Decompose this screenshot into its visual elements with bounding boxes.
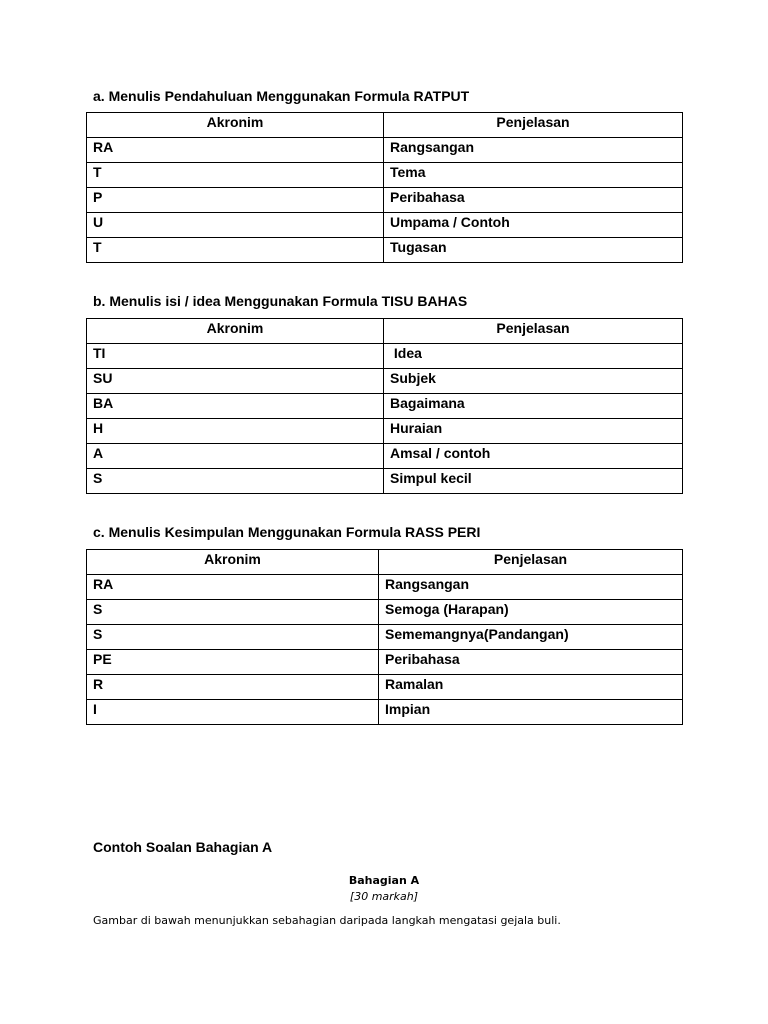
acronym-cell: RA xyxy=(87,575,379,600)
part-title: Bahagian A xyxy=(348,874,420,887)
explanation-cell: Bagaimana xyxy=(384,394,683,419)
table-row xyxy=(87,163,683,188)
table-row xyxy=(87,600,683,625)
table-header-row xyxy=(87,113,683,138)
section-c-heading: c. Menulis Kesimpulan Menggunakan Formula RASS PERI xyxy=(93,524,481,540)
explanation-cell: Peribahasa xyxy=(379,650,683,675)
acronym-cell: R xyxy=(87,675,379,700)
table-row xyxy=(87,188,683,213)
table-header-row xyxy=(87,319,683,344)
acronym-cell: PE xyxy=(87,650,379,675)
acronym-cell: SU xyxy=(87,369,384,394)
acronym-cell: U xyxy=(87,213,384,238)
ratput-table xyxy=(86,112,683,263)
explanation-cell: Subjek xyxy=(384,369,683,394)
header-acronym: Akronim xyxy=(87,113,384,138)
table-row xyxy=(87,394,683,419)
explanation-cell: Rangsangan xyxy=(384,138,683,163)
explanation-cell: Simpul kecil xyxy=(384,469,683,494)
explanation-cell: Semoga (Harapan) xyxy=(379,600,683,625)
table-row xyxy=(87,369,683,394)
header-explanation: Penjelasan xyxy=(384,113,683,138)
acronym-cell: S xyxy=(87,469,384,494)
table-row xyxy=(87,419,683,444)
explanation-cell: Tema xyxy=(384,163,683,188)
explanation-cell: Impian xyxy=(379,700,683,725)
explanation-cell: Idea xyxy=(384,344,683,369)
explanation-cell: Peribahasa xyxy=(384,188,683,213)
section-b-heading: b. Menulis isi / idea Menggunakan Formula TISU BAHAS xyxy=(93,293,468,309)
rass-peri-table xyxy=(86,549,683,725)
table-header-row xyxy=(87,550,683,575)
section-a-heading: a. Menulis Pendahuluan Menggunakan Formula RATPUT xyxy=(93,88,470,104)
acronym-cell: P xyxy=(87,188,384,213)
table-row xyxy=(87,575,683,600)
explanation-cell: Umpama / Contoh xyxy=(384,213,683,238)
explanation-cell: Huraian xyxy=(384,419,683,444)
table-row xyxy=(87,213,683,238)
table-row xyxy=(87,650,683,675)
table-row xyxy=(87,238,683,263)
question-instruction: Gambar di bawah menunjukkan sebahagian daripada langkah mengatasi gejala buli. xyxy=(93,914,561,927)
acronym-cell: I xyxy=(87,700,379,725)
acronym-cell: A xyxy=(87,444,384,469)
table-row xyxy=(87,469,683,494)
explanation-cell: Ramalan xyxy=(379,675,683,700)
sample-question-heading: Contoh Soalan Bahagian A xyxy=(93,839,273,855)
table-row xyxy=(87,344,683,369)
acronym-cell: H xyxy=(87,419,384,444)
table-row xyxy=(87,444,683,469)
header-explanation: Penjelasan xyxy=(384,319,683,344)
table-row xyxy=(87,700,683,725)
explanation-cell: Amsal / contoh xyxy=(384,444,683,469)
acronym-cell: TI xyxy=(87,344,384,369)
header-acronym: Akronim xyxy=(87,319,384,344)
acronym-cell: T xyxy=(87,238,384,263)
acronym-cell: T xyxy=(87,163,384,188)
acronym-cell: RA xyxy=(87,138,384,163)
tisu-bahas-table xyxy=(86,318,683,494)
explanation-cell: Sememangnya(Pandangan) xyxy=(379,625,683,650)
part-marks: [30 markah] xyxy=(349,890,419,903)
table-row xyxy=(87,625,683,650)
table-row xyxy=(87,675,683,700)
acronym-cell: S xyxy=(87,625,379,650)
table-row xyxy=(87,138,683,163)
header-acronym: Akronim xyxy=(87,550,379,575)
explanation-cell: Rangsangan xyxy=(379,575,683,600)
acronym-cell: BA xyxy=(87,394,384,419)
header-explanation: Penjelasan xyxy=(379,550,683,575)
acronym-cell: S xyxy=(87,600,379,625)
explanation-cell: Tugasan xyxy=(384,238,683,263)
